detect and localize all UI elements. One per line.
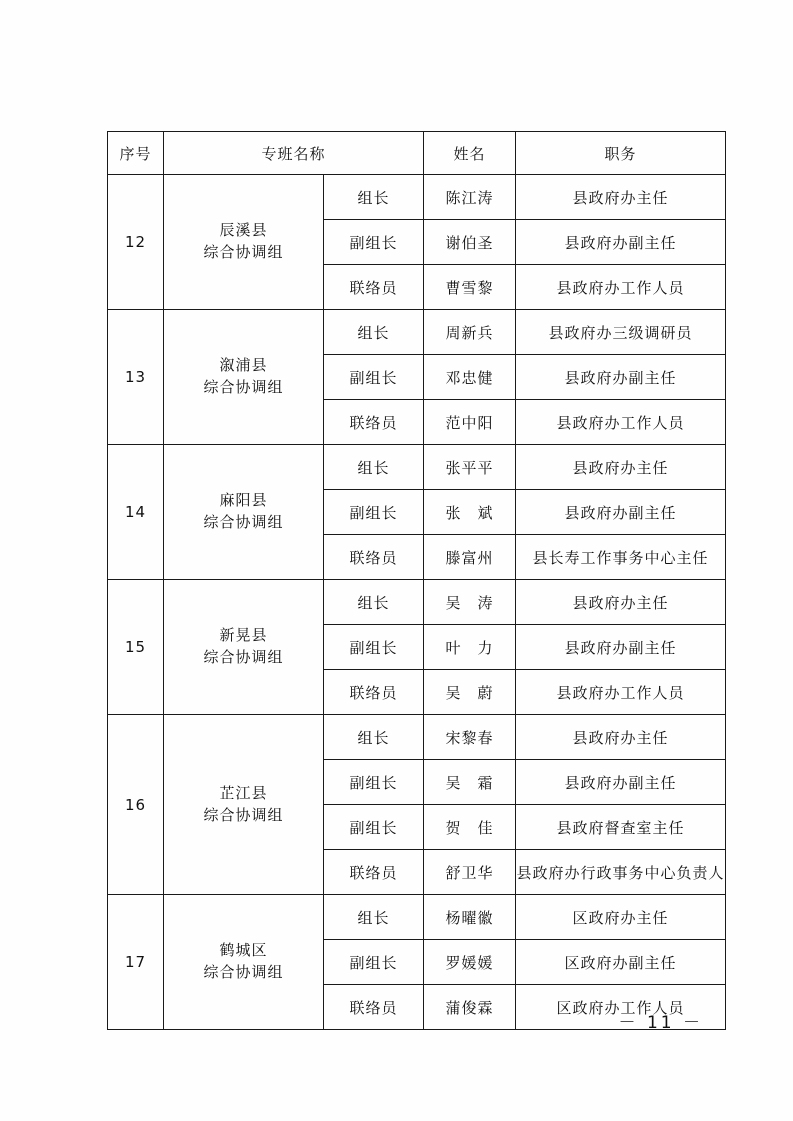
table-row <box>108 715 726 760</box>
cell-group-no: 16 <box>108 715 164 895</box>
cell-name: 叶 力 <box>424 625 516 670</box>
cell-group-no: 15 <box>108 580 164 715</box>
table-row <box>108 310 726 355</box>
cell-post: 县政府办工作人员 <box>516 265 726 310</box>
cell-name: 蒲俊霖 <box>424 985 516 1030</box>
cell-group-no: 17 <box>108 895 164 1030</box>
cell-name: 谢伯圣 <box>424 220 516 265</box>
header-cell-name: 姓名 <box>424 132 516 175</box>
cell-group-team <box>164 445 324 580</box>
cell-name: 滕富州 <box>424 535 516 580</box>
header-cell-no: 序号 <box>108 132 164 175</box>
cell-name: 宋黎春 <box>424 715 516 760</box>
team-line-2: 综合协调组 <box>203 243 284 261</box>
header-cell-team: 专班名称 <box>164 132 424 175</box>
cell-group-team <box>164 895 324 1030</box>
cell-post: 县政府办主任 <box>516 715 726 760</box>
team-line-2: 综合协调组 <box>203 648 284 666</box>
team-line-2: 综合协调组 <box>203 963 284 981</box>
cell-role: 副组长 <box>324 805 424 850</box>
cell-role: 副组长 <box>324 355 424 400</box>
header-cell-post: 职务 <box>516 132 726 175</box>
cell-group-team <box>164 580 324 715</box>
cell-name: 邓忠健 <box>424 355 516 400</box>
cell-role: 组长 <box>324 715 424 760</box>
cell-post: 县政府办主任 <box>516 580 726 625</box>
cell-name: 范中阳 <box>424 400 516 445</box>
cell-post: 县政府办副主任 <box>516 355 726 400</box>
cell-role: 联络员 <box>324 400 424 445</box>
cell-role: 副组长 <box>324 760 424 805</box>
team-line-1: 新晃县 <box>219 626 268 645</box>
cell-post: 区政府办副主任 <box>516 940 726 985</box>
table-row <box>108 175 726 220</box>
cell-role: 联络员 <box>324 850 424 895</box>
roster-table-container <box>107 131 725 1030</box>
cell-role: 副组长 <box>324 490 424 535</box>
cell-post: 县政府办工作人员 <box>516 400 726 445</box>
cell-role: 组长 <box>324 895 424 940</box>
cell-post: 县政府办工作人员 <box>516 670 726 715</box>
cell-role: 联络员 <box>324 265 424 310</box>
cell-name: 吴 蔚 <box>424 670 516 715</box>
cell-post: 县政府办副主任 <box>516 490 726 535</box>
cell-post: 县政府督查室主任 <box>516 805 726 850</box>
page-number: － 11 － <box>618 1013 703 1033</box>
cell-role: 副组长 <box>324 625 424 670</box>
cell-post: 县政府办副主任 <box>516 625 726 670</box>
cell-role: 组长 <box>324 310 424 355</box>
table-row <box>108 895 726 940</box>
cell-name: 杨曜徽 <box>424 895 516 940</box>
team-line-1: 麻阳县 <box>219 491 268 510</box>
cell-name: 张平平 <box>424 445 516 490</box>
cell-post: 区政府办主任 <box>516 895 726 940</box>
cell-role: 组长 <box>324 580 424 625</box>
cell-name: 吴 涛 <box>424 580 516 625</box>
cell-post: 县政府办主任 <box>516 445 726 490</box>
cell-name: 周新兵 <box>424 310 516 355</box>
table-header <box>108 132 726 175</box>
roster-table <box>107 131 726 1030</box>
table-row <box>108 445 726 490</box>
cell-role: 组长 <box>324 175 424 220</box>
cell-post: 县政府办副主任 <box>516 760 726 805</box>
cell-name: 舒卫华 <box>424 850 516 895</box>
cell-group-team <box>164 310 324 445</box>
cell-group-no: 12 <box>108 175 164 310</box>
cell-group-no: 13 <box>108 310 164 445</box>
cell-post: 县政府办行政事务中心负责人 <box>516 850 726 895</box>
team-line-1: 溆浦县 <box>219 356 268 375</box>
cell-role: 联络员 <box>324 670 424 715</box>
cell-name: 陈江涛 <box>424 175 516 220</box>
cell-group-no: 14 <box>108 445 164 580</box>
cell-group-team <box>164 175 324 310</box>
table-header-row <box>108 132 726 175</box>
team-line-1: 芷江县 <box>219 783 268 802</box>
team-line-2: 综合协调组 <box>203 378 284 396</box>
cell-role: 组长 <box>324 445 424 490</box>
cell-name: 贺 佳 <box>424 805 516 850</box>
cell-post: 县政府办副主任 <box>516 220 726 265</box>
cell-role: 联络员 <box>324 985 424 1030</box>
team-line-1: 辰溪县 <box>219 221 268 240</box>
cell-name: 吴 霜 <box>424 760 516 805</box>
cell-role: 副组长 <box>324 940 424 985</box>
team-line-1: 鹤城区 <box>219 941 268 960</box>
cell-post: 县政府办三级调研员 <box>516 310 726 355</box>
cell-name: 曹雪黎 <box>424 265 516 310</box>
cell-role: 联络员 <box>324 535 424 580</box>
cell-post: 县长寿工作事务中心主任 <box>516 535 726 580</box>
cell-post: 县政府办主任 <box>516 175 726 220</box>
cell-name: 张 斌 <box>424 490 516 535</box>
cell-post: 区政府办工作人员 <box>516 985 726 1030</box>
cell-role: 副组长 <box>324 220 424 265</box>
cell-group-team <box>164 715 324 895</box>
team-line-2: 综合协调组 <box>203 805 284 824</box>
team-line-2: 综合协调组 <box>203 513 284 531</box>
table-body <box>108 175 726 1030</box>
table-row <box>108 580 726 625</box>
cell-name: 罗媛媛 <box>424 940 516 985</box>
